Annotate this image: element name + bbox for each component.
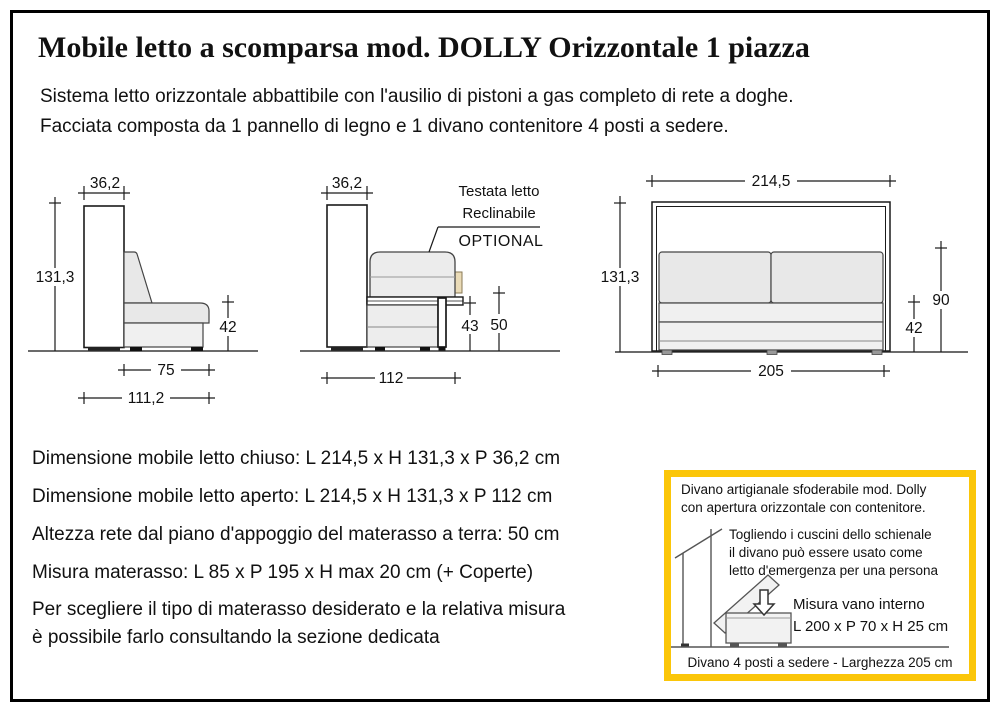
box-foot bbox=[778, 643, 787, 647]
dim-seat-height bbox=[901, 295, 927, 352]
dim-label: 42 bbox=[905, 320, 923, 337]
dim-label: 43 bbox=[461, 318, 479, 335]
spec-line-closed: Dimensione mobile letto chiuso: L 214,5 x H 131,3 x P 36,2 cm bbox=[32, 448, 561, 469]
sofa-backrest bbox=[124, 252, 152, 303]
box-foot bbox=[730, 643, 739, 647]
dim-width-total bbox=[646, 172, 896, 190]
seat-band bbox=[659, 303, 883, 322]
mattress-headboard bbox=[370, 252, 455, 297]
callout-label: Testata letto bbox=[458, 183, 540, 200]
cabinet-panel bbox=[84, 206, 124, 348]
drawing-closed-side-view bbox=[20, 163, 270, 408]
spec-line-rete: Altezza rete dal piano d'appoggio del materasso a terra: 50 cm bbox=[32, 524, 560, 545]
sofa-foot bbox=[130, 347, 142, 351]
dim-label: 214,5 bbox=[751, 173, 791, 190]
dim-total-depth bbox=[321, 369, 461, 387]
cabinet-panel bbox=[327, 205, 367, 347]
back-cushion-right bbox=[771, 252, 883, 303]
sofa-foot bbox=[375, 347, 385, 351]
info-intro-line-2: con apertura orizzontale con contenitore. bbox=[681, 500, 926, 515]
dim-sofa-width bbox=[652, 362, 890, 380]
dim-seat-height bbox=[216, 295, 240, 351]
sofa-foot bbox=[191, 347, 203, 351]
storage-compartment-sketch bbox=[671, 522, 967, 654]
dim-seat-depth bbox=[118, 361, 215, 379]
spec-line-note-2: è possibile farlo consultando la sezione dedicata bbox=[32, 627, 440, 648]
dim-label: 75 bbox=[157, 362, 175, 379]
base-band bbox=[659, 322, 883, 350]
subtitle-line-2: Facciata composta da 1 pannello di legno e 1 divano contenitore 4 posti a sedere. bbox=[40, 116, 729, 137]
dim-back-height bbox=[928, 241, 954, 352]
compartment-size-label: Misura vano interno bbox=[793, 596, 925, 613]
sofa-seat-cushion bbox=[124, 303, 209, 323]
dim-height bbox=[598, 196, 642, 352]
spec-line-mattress: Misura materasso: L 85 x P 195 x H max 20 cm (+ Coperte) bbox=[32, 562, 534, 583]
sofa-foot bbox=[420, 347, 430, 351]
dim-label: 36,2 bbox=[89, 175, 121, 192]
callout-label: Reclinabile bbox=[462, 205, 536, 222]
drawing-front-view bbox=[585, 163, 990, 408]
bed-front-leg bbox=[438, 298, 446, 347]
dim-label: 36,2 bbox=[331, 175, 363, 192]
dim-height bbox=[33, 197, 77, 351]
subtitle-line-1: Sistema letto orizzontale abbattibile con l'ausilio di pistoni a gas completo di rete a doghe. bbox=[40, 86, 794, 107]
headboard-callout bbox=[429, 183, 543, 252]
dim-total-depth bbox=[78, 389, 215, 407]
cabinet-base bbox=[88, 347, 120, 351]
dim-label: 205 bbox=[758, 363, 784, 380]
leg-foot bbox=[439, 347, 446, 351]
spec-line-open: Dimensione mobile letto aperto: L 214,5 x H 131,3 x P 112 cm bbox=[32, 486, 553, 507]
sofa-foot bbox=[767, 350, 777, 355]
dim-label: 131,3 bbox=[35, 269, 75, 286]
info-note-line-3: letto d'emergenza per una persona bbox=[729, 563, 938, 578]
dim-label: 131,3 bbox=[600, 269, 640, 286]
dim-label: 111,2 bbox=[127, 390, 165, 407]
back-cushion-left bbox=[659, 252, 771, 303]
dim-label: 50 bbox=[490, 317, 508, 334]
dim-depth-closed bbox=[321, 175, 373, 200]
sofa-foot bbox=[872, 350, 882, 355]
info-intro-line-1: Divano artigianale sfoderabile mod. Dolly bbox=[681, 482, 927, 497]
dim-label: 112 bbox=[378, 370, 404, 387]
info-box bbox=[664, 470, 976, 681]
storage-box bbox=[726, 613, 791, 643]
sofa-foot bbox=[662, 350, 672, 355]
dim-label: 42 bbox=[219, 319, 237, 336]
sofa-base-open bbox=[367, 305, 438, 347]
drawing-open-side-view bbox=[295, 163, 565, 408]
optional-label: OPTIONAL bbox=[458, 233, 544, 250]
cabinet-base bbox=[331, 347, 363, 351]
panel-diagonal bbox=[675, 529, 722, 558]
dim-rete-height bbox=[486, 286, 512, 351]
dim-depth-closed bbox=[78, 175, 130, 200]
compartment-size-value: L 200 x P 70 x H 25 cm bbox=[793, 618, 949, 635]
dim-label: 90 bbox=[932, 292, 950, 309]
sofa-base bbox=[124, 323, 203, 347]
info-note-line-2: il divano può essere usato come bbox=[729, 545, 923, 560]
info-footer: Divano 4 posti a sedere - Larghezza 205 cm bbox=[687, 655, 953, 670]
info-note-line-1: Togliendo i cuscini dello schienale bbox=[729, 527, 932, 542]
page-title: Mobile letto a scomparsa mod. DOLLY Orizzontale 1 piazza bbox=[38, 31, 810, 64]
spec-line-note-1: Per scegliere il tipo di materasso desiderato e la relativa misura bbox=[32, 599, 566, 620]
